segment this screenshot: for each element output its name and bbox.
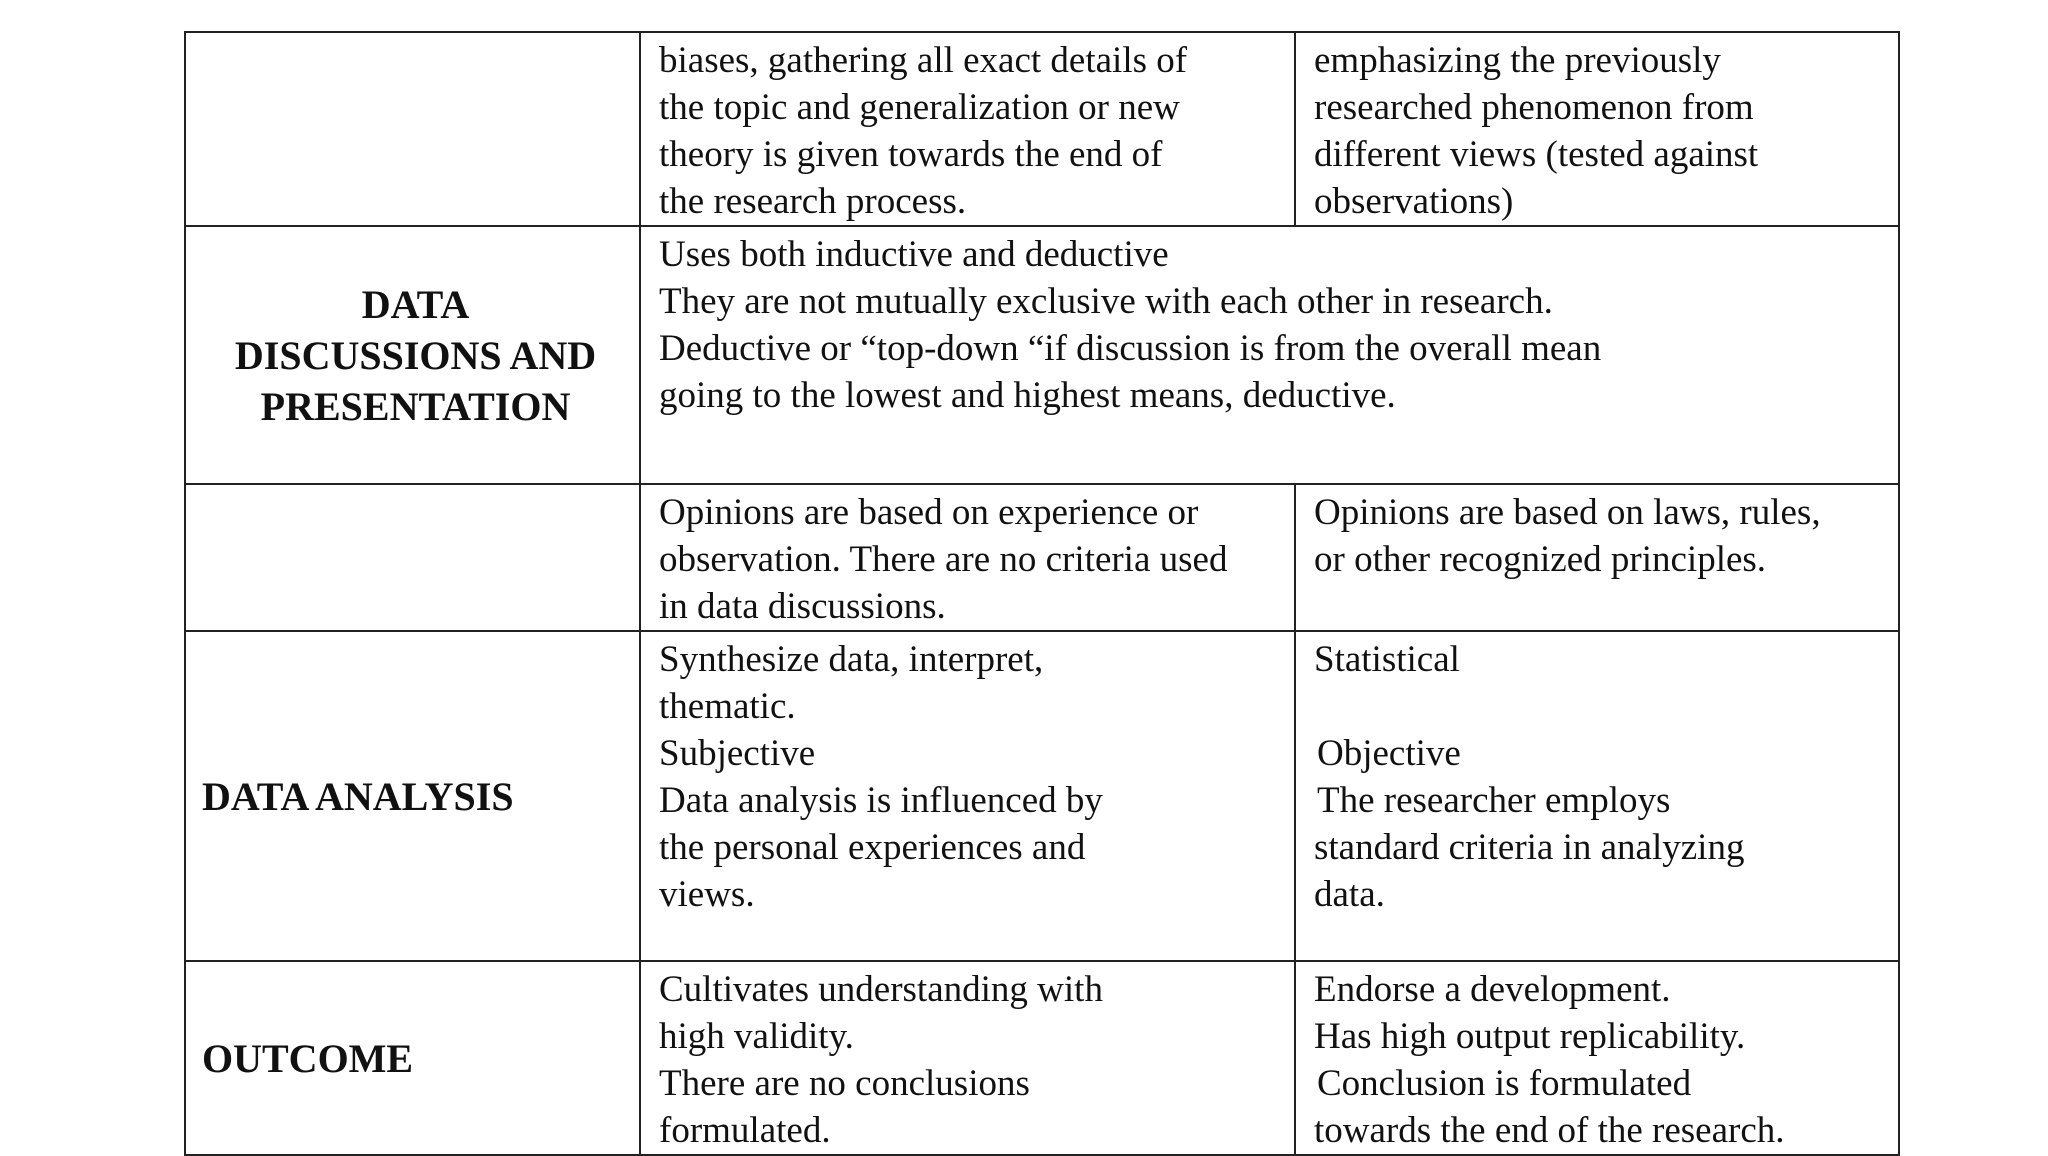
qualitative-cell <box>640 961 1295 1155</box>
cell-line: in data discussions. <box>659 586 946 627</box>
row-heading-empty <box>185 32 640 226</box>
cell-line: Opinions are based on laws, rules, <box>1314 492 1821 533</box>
merged-cell <box>640 226 1899 484</box>
cell-line: Objective <box>1317 733 1461 774</box>
cell-line: the topic and generalization or new <box>659 87 1180 128</box>
cell-line: Statistical <box>1314 639 1460 680</box>
table-row <box>185 484 1899 631</box>
cell-line: standard criteria in analyzing <box>1314 827 1745 868</box>
cell-line: Conclusion is formulated <box>1317 1063 1692 1104</box>
cell-line: Deductive or “top-down “if discussion is from the overall mean <box>659 328 1602 369</box>
qualitative-cell <box>640 32 1295 226</box>
cell-line: There are no conclusions <box>659 1063 1030 1104</box>
cell-line: formulated. <box>659 1110 831 1151</box>
cell-line: Subjective <box>659 733 816 774</box>
cell-line: The researcher employs <box>1317 780 1671 821</box>
cell-line: going to the lowest and highest means, deductive. <box>659 375 1396 416</box>
cell-line: data. <box>1314 874 1385 915</box>
quantitative-cell <box>1295 961 1899 1155</box>
cell-line: Has high output replicability. <box>1314 1016 1746 1057</box>
quantitative-cell <box>1295 32 1899 226</box>
table-row <box>185 631 1899 961</box>
table-row <box>185 32 1899 226</box>
cell-line: Cultivates understanding with <box>659 969 1103 1010</box>
cell-line: towards the end of the research. <box>1314 1110 1785 1151</box>
qualitative-cell <box>640 631 1295 961</box>
heading-line: DISCUSSIONS AND <box>234 332 597 378</box>
row-heading-outcome: OUTCOME <box>185 961 640 1155</box>
heading-line: PRESENTATION <box>260 383 571 429</box>
cell-line: emphasizing the previously <box>1314 40 1721 81</box>
table-row <box>185 226 1899 484</box>
quantitative-cell <box>1295 631 1899 961</box>
cell-line: or other recognized principles. <box>1314 539 1767 580</box>
cell-line: high validity. <box>659 1016 854 1057</box>
cell-line: different views (tested against <box>1314 134 1759 175</box>
table-row <box>185 961 1899 1155</box>
cell-line: Opinions are based on experience or <box>659 492 1199 533</box>
cell-line: Endorse a development. <box>1314 969 1671 1010</box>
cell-line: Data analysis is influenced by <box>659 780 1103 821</box>
cell-line: They are not mutually exclusive with each other in research. <box>659 281 1553 322</box>
row-heading-empty <box>185 484 640 631</box>
quantitative-cell <box>1295 484 1899 631</box>
cell-line: Synthesize data, interpret, <box>659 639 1044 680</box>
cell-line: theory is given towards the end of <box>659 134 1163 175</box>
cell-line: researched phenomenon from <box>1314 87 1754 128</box>
qualitative-cell <box>640 484 1295 631</box>
cell-line: the personal experiences and <box>659 827 1086 868</box>
cell-line: observation. There are no criteria used <box>659 539 1228 580</box>
cell-line: thematic. <box>659 686 796 727</box>
cell-line: the research process. <box>659 181 967 222</box>
row-heading-data-discussions <box>185 226 640 484</box>
row-heading-data-analysis: DATA ANALYSIS <box>185 631 640 961</box>
blank-line <box>1314 683 1884 730</box>
cell-line: observations) <box>1314 181 1514 222</box>
comparison-table <box>184 31 1900 1156</box>
cell-line: Uses both inductive and deductive <box>659 234 1169 275</box>
cell-line: biases, gathering all exact details of <box>659 40 1188 81</box>
heading-line: DATA <box>361 281 470 327</box>
cell-line: views. <box>659 874 755 915</box>
